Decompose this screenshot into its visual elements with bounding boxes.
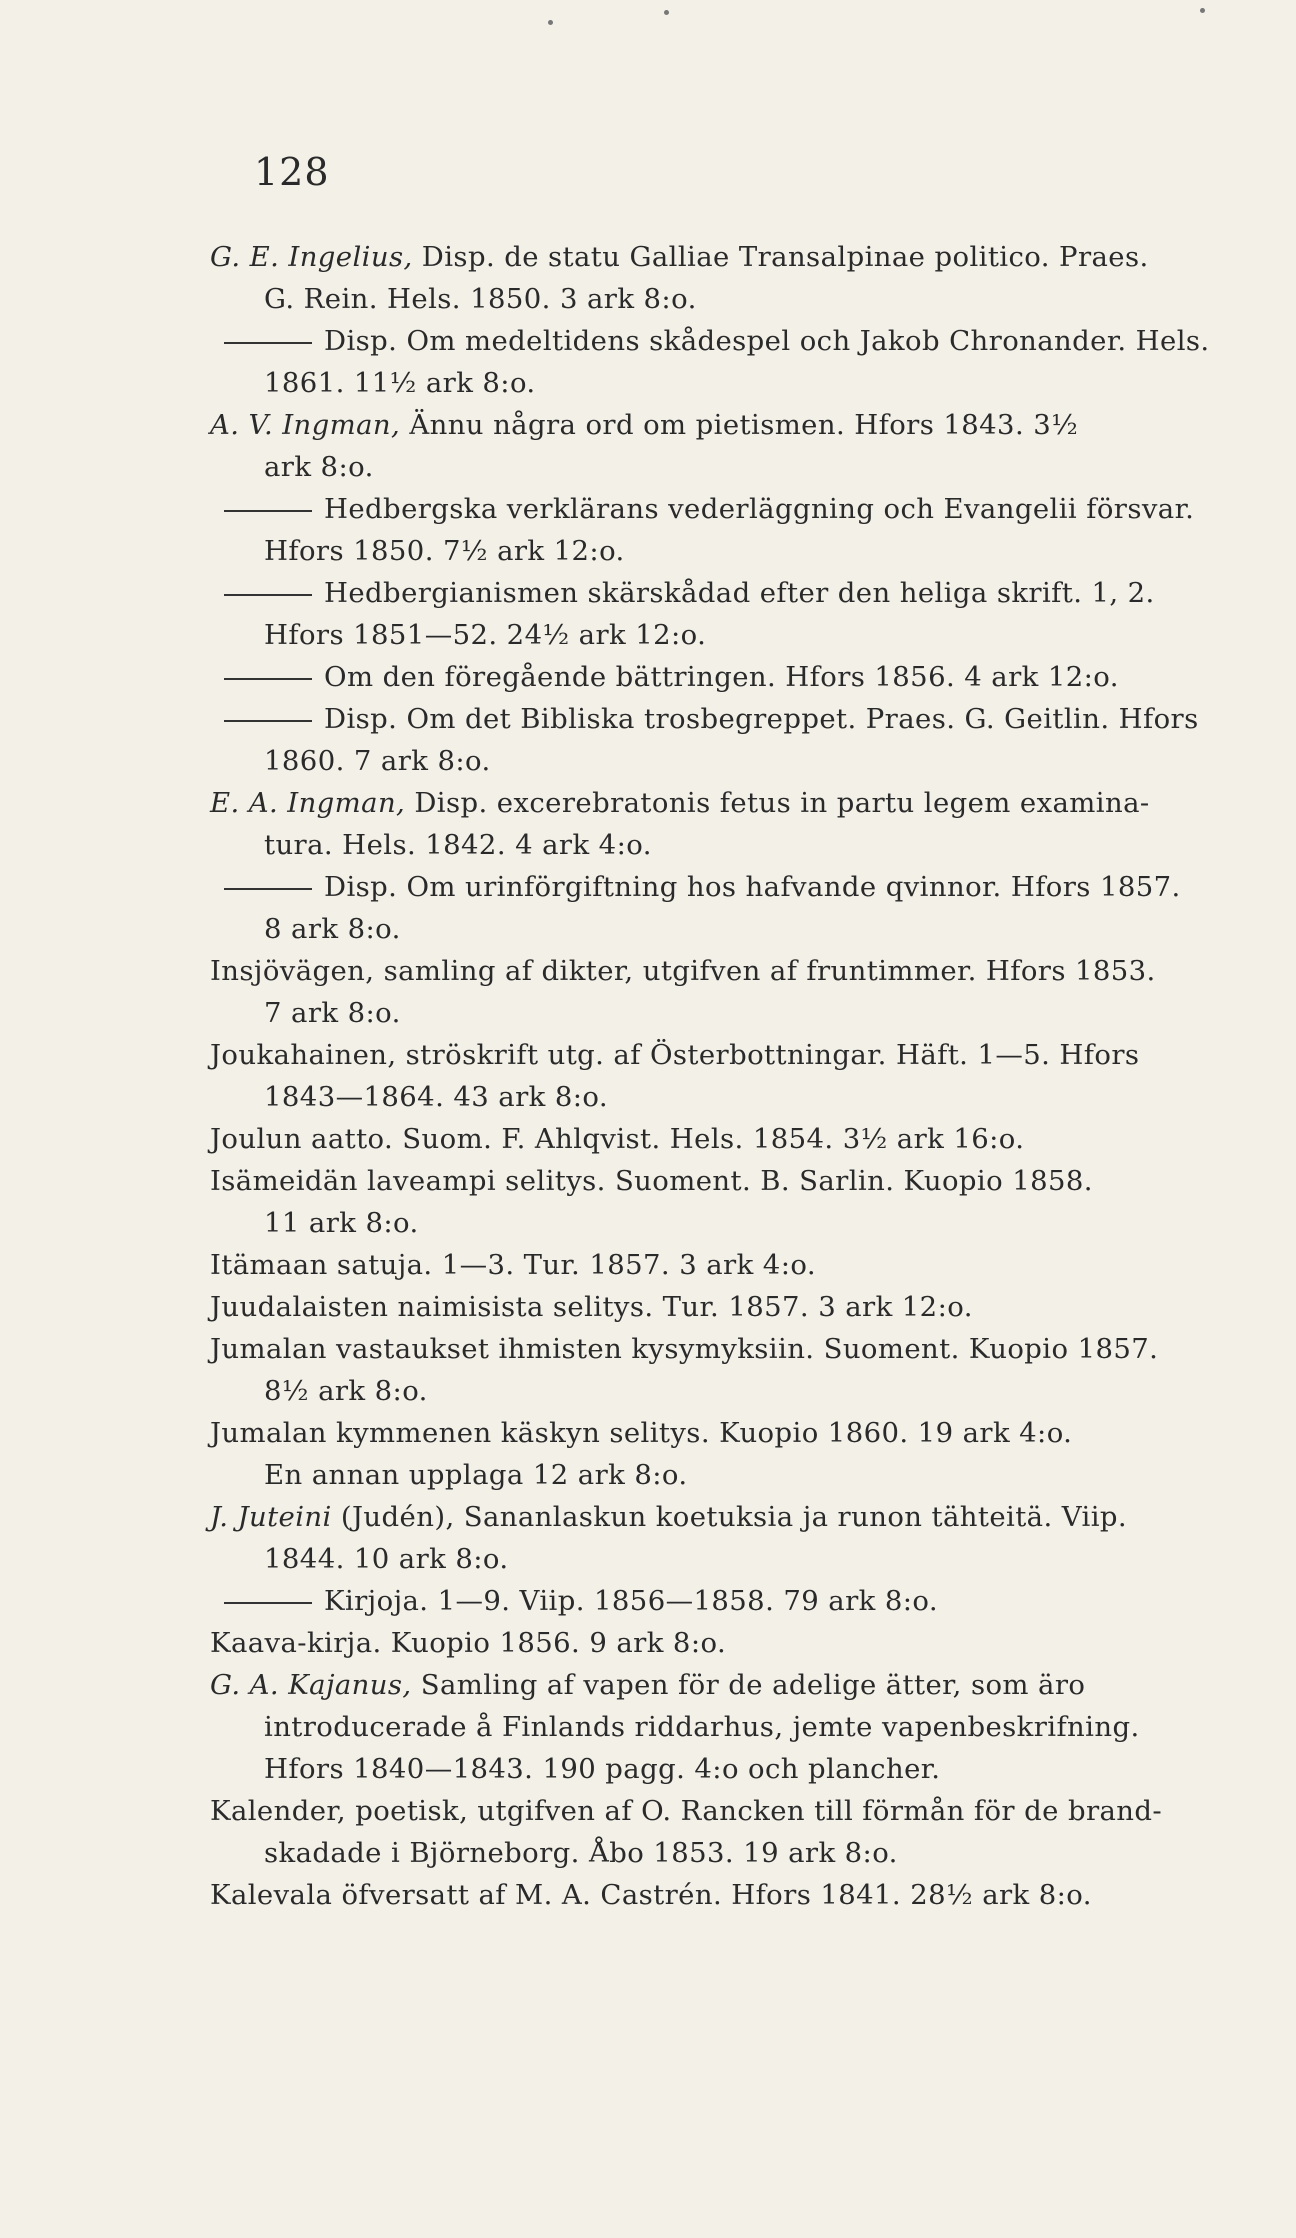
bibliography-entries bbox=[210, 236, 1250, 1916]
entry-first-line bbox=[210, 1244, 1250, 1286]
entry-text: tura. Hels. 1842. 4 ark 4:o. bbox=[264, 829, 652, 861]
entry-author: G. E. Ingelius, bbox=[210, 241, 413, 273]
bibliography-entry bbox=[210, 782, 1250, 866]
entry-first-line bbox=[210, 1664, 1250, 1706]
entry-text: Kaava-kirja. Kuopio 1856. 9 ark 8:o. bbox=[210, 1627, 727, 1659]
ditto-dash bbox=[224, 678, 312, 680]
entry-first-line bbox=[210, 1496, 1250, 1538]
entry-text: 8½ ark 8:o. bbox=[264, 1375, 428, 1407]
entry-text: 1860. 7 ark 8:o. bbox=[264, 745, 491, 777]
entry-text: En annan upplaga 12 ark 8:o. bbox=[264, 1459, 688, 1491]
entry-continuation-line bbox=[210, 740, 1250, 782]
bibliography-entry bbox=[210, 1160, 1250, 1244]
entry-continuation-line bbox=[210, 530, 1250, 572]
bibliography-entry bbox=[210, 1496, 1250, 1580]
entry-text: Disp. Om urinförgiftning hos hafvande qvinnor. Hfors 1857. bbox=[324, 871, 1181, 903]
entry-text: Disp. Om medeltidens skådespel och Jakob Chronander. Hels. bbox=[324, 325, 1210, 357]
ditto-dash bbox=[224, 888, 312, 890]
entry-text: Juudalaisten naimisista selitys. Tur. 1857. 3 ark 12:o. bbox=[210, 1291, 973, 1323]
entry-continuation-line bbox=[210, 1748, 1250, 1790]
entry-continuation-line bbox=[210, 278, 1250, 320]
entry-continuation-line bbox=[210, 824, 1250, 866]
entry-first-line bbox=[210, 1286, 1250, 1328]
bibliography-entry bbox=[210, 1034, 1250, 1118]
bibliography-entry bbox=[210, 1328, 1250, 1412]
entry-first-line bbox=[210, 404, 1250, 446]
entry-continuation-line bbox=[210, 1538, 1250, 1580]
entry-continuation-line bbox=[210, 1076, 1250, 1118]
entry-text: Hfors 1840—1843. 190 pagg. 4:o och plancher. bbox=[264, 1753, 941, 1785]
entry-text: Jumalan vastaukset ihmisten kysymyksiin. Suoment. Kuopio 1857. bbox=[210, 1333, 1159, 1365]
entry-text: ark 8:o. bbox=[264, 451, 374, 483]
bibliography-entry bbox=[210, 1790, 1250, 1874]
entry-text: Disp. Om det Bibliska trosbegreppet. Praes. G. Geitlin. Hfors bbox=[324, 703, 1199, 735]
entry-text: 7 ark 8:o. bbox=[264, 997, 401, 1029]
entry-text: 1861. 11½ ark 8:o. bbox=[264, 367, 536, 399]
entry-continuation-line bbox=[210, 362, 1250, 404]
entry-continuation-line bbox=[210, 1202, 1250, 1244]
entry-author: A. V. Ingman, bbox=[210, 409, 401, 441]
entry-continuation-line bbox=[210, 1706, 1250, 1748]
bibliography-entry bbox=[210, 320, 1250, 404]
entry-first-line bbox=[210, 236, 1250, 278]
bibliography-entry bbox=[210, 1412, 1250, 1496]
entry-text: Kirjoja. 1—9. Viip. 1856—1858. 79 ark 8:o. bbox=[324, 1585, 939, 1617]
entry-author: E. A. Ingman, bbox=[210, 787, 406, 819]
entry-first-line bbox=[210, 1034, 1250, 1076]
print-speck bbox=[1200, 8, 1205, 13]
entry-first-line bbox=[210, 1790, 1250, 1832]
entry-text: Insjövägen, samling af dikter, utgifven af fruntimmer. Hfors 1853. bbox=[210, 955, 1156, 987]
entry-text: Kalender, poetisk, utgifven af O. Rancken till förmån för de brand- bbox=[210, 1795, 1163, 1827]
entry-first-line bbox=[210, 866, 1250, 908]
entry-author: G. A. Kajanus, bbox=[210, 1669, 412, 1701]
bibliography-entry bbox=[210, 866, 1250, 950]
entry-text: Jumalan kymmenen käskyn selitys. Kuopio 1860. 19 ark 4:o. bbox=[210, 1417, 1073, 1449]
entry-text: Hedbergska verklärans vederläggning och Evangelii försvar. bbox=[324, 493, 1195, 525]
entry-continuation-line bbox=[210, 908, 1250, 950]
bibliography-entry bbox=[210, 1874, 1250, 1916]
entry-first-line bbox=[210, 572, 1250, 614]
entry-text: Joulun aatto. Suom. F. Ahlqvist. Hels. 1854. 3½ ark 16:o. bbox=[210, 1123, 1025, 1155]
entry-first-line bbox=[210, 1412, 1250, 1454]
entry-first-line bbox=[210, 782, 1250, 824]
bibliography-entry bbox=[210, 1622, 1250, 1664]
entry-continuation-line bbox=[210, 992, 1250, 1034]
entry-first-line bbox=[210, 1622, 1250, 1664]
entry-text: 1844. 10 ark 8:o. bbox=[264, 1543, 509, 1575]
bibliography-entry bbox=[210, 950, 1250, 1034]
entry-continuation-line bbox=[210, 1832, 1250, 1874]
entry-text: Kalevala öfversatt af M. A. Castrén. Hfors 1841. 28½ ark 8:o. bbox=[210, 1879, 1092, 1911]
bibliography-entry bbox=[210, 1244, 1250, 1286]
entry-continuation-line bbox=[210, 1454, 1250, 1496]
entry-text: 8 ark 8:o. bbox=[264, 913, 401, 945]
entry-first-line bbox=[210, 1118, 1250, 1160]
bibliography-entry bbox=[210, 1580, 1250, 1622]
ditto-dash bbox=[224, 720, 312, 722]
bibliography-entry bbox=[210, 572, 1250, 656]
entry-first-line bbox=[210, 656, 1250, 698]
entry-text: G. Rein. Hels. 1850. 3 ark 8:o. bbox=[264, 283, 697, 315]
entry-first-line bbox=[210, 1874, 1250, 1916]
bibliography-entry bbox=[210, 404, 1250, 488]
entry-first-line bbox=[210, 1328, 1250, 1370]
entry-text: 11 ark 8:o. bbox=[264, 1207, 419, 1239]
entry-text: skadade i Björneborg. Åbo 1853. 19 ark 8:o. bbox=[264, 1837, 898, 1869]
ditto-dash bbox=[224, 594, 312, 596]
entry-text: (Judén), Sananlaskun koetuksia ja runon tähteitä. Viip. bbox=[331, 1501, 1128, 1533]
entry-text: Joukahainen, ströskrift utg. af Österbottningar. Häft. 1—5. Hfors bbox=[210, 1039, 1140, 1071]
page-number: 128 bbox=[254, 150, 330, 194]
entry-text: introducerade å Finlands riddarhus, jemte vapenbeskrifning. bbox=[264, 1711, 1140, 1743]
entry-author: J. Juteini bbox=[210, 1501, 332, 1533]
bibliography-entry bbox=[210, 1664, 1250, 1790]
entry-text: Disp. de statu Galliae Transalpinae politico. Praes. bbox=[412, 241, 1149, 273]
entry-continuation-line bbox=[210, 446, 1250, 488]
entry-first-line bbox=[210, 950, 1250, 992]
entry-continuation-line bbox=[210, 614, 1250, 656]
entry-text: Samling af vapen för de adelige ätter, som äro bbox=[411, 1669, 1086, 1701]
ditto-dash bbox=[224, 510, 312, 512]
entry-first-line bbox=[210, 698, 1250, 740]
bibliography-entry bbox=[210, 656, 1250, 698]
entry-first-line bbox=[210, 488, 1250, 530]
entry-text: Hfors 1850. 7½ ark 12:o. bbox=[264, 535, 625, 567]
bibliography-entry bbox=[210, 488, 1250, 572]
entry-text: Hedbergianismen skärskådad efter den heliga skrift. 1, 2. bbox=[324, 577, 1155, 609]
entry-text: Itämaan satuja. 1—3. Tur. 1857. 3 ark 4:o. bbox=[210, 1249, 816, 1281]
entry-text: Disp. excerebratonis fetus in partu legem examina- bbox=[405, 787, 1150, 819]
entry-text: Ännu några ord om pietismen. Hfors 1843. 3½ bbox=[400, 409, 1079, 441]
entry-first-line bbox=[210, 320, 1250, 362]
ditto-dash bbox=[224, 342, 312, 344]
entry-text: 1843—1864. 43 ark 8:o. bbox=[264, 1081, 609, 1113]
print-speck bbox=[548, 20, 553, 25]
print-speck bbox=[664, 10, 669, 15]
ditto-dash bbox=[224, 1602, 312, 1604]
entry-continuation-line bbox=[210, 1370, 1250, 1412]
bibliography-entry bbox=[210, 698, 1250, 782]
entry-first-line bbox=[210, 1160, 1250, 1202]
bibliography-entry bbox=[210, 1118, 1250, 1160]
bibliography-entry bbox=[210, 236, 1250, 320]
entry-text: Om den föregående bättringen. Hfors 1856. 4 ark 12:o. bbox=[324, 661, 1119, 693]
bibliography-entry bbox=[210, 1286, 1250, 1328]
entry-text: Hfors 1851—52. 24½ ark 12:o. bbox=[264, 619, 707, 651]
entry-text: Isämeidän laveampi selitys. Suoment. B. Sarlin. Kuopio 1858. bbox=[210, 1165, 1093, 1197]
entry-first-line bbox=[210, 1580, 1250, 1622]
